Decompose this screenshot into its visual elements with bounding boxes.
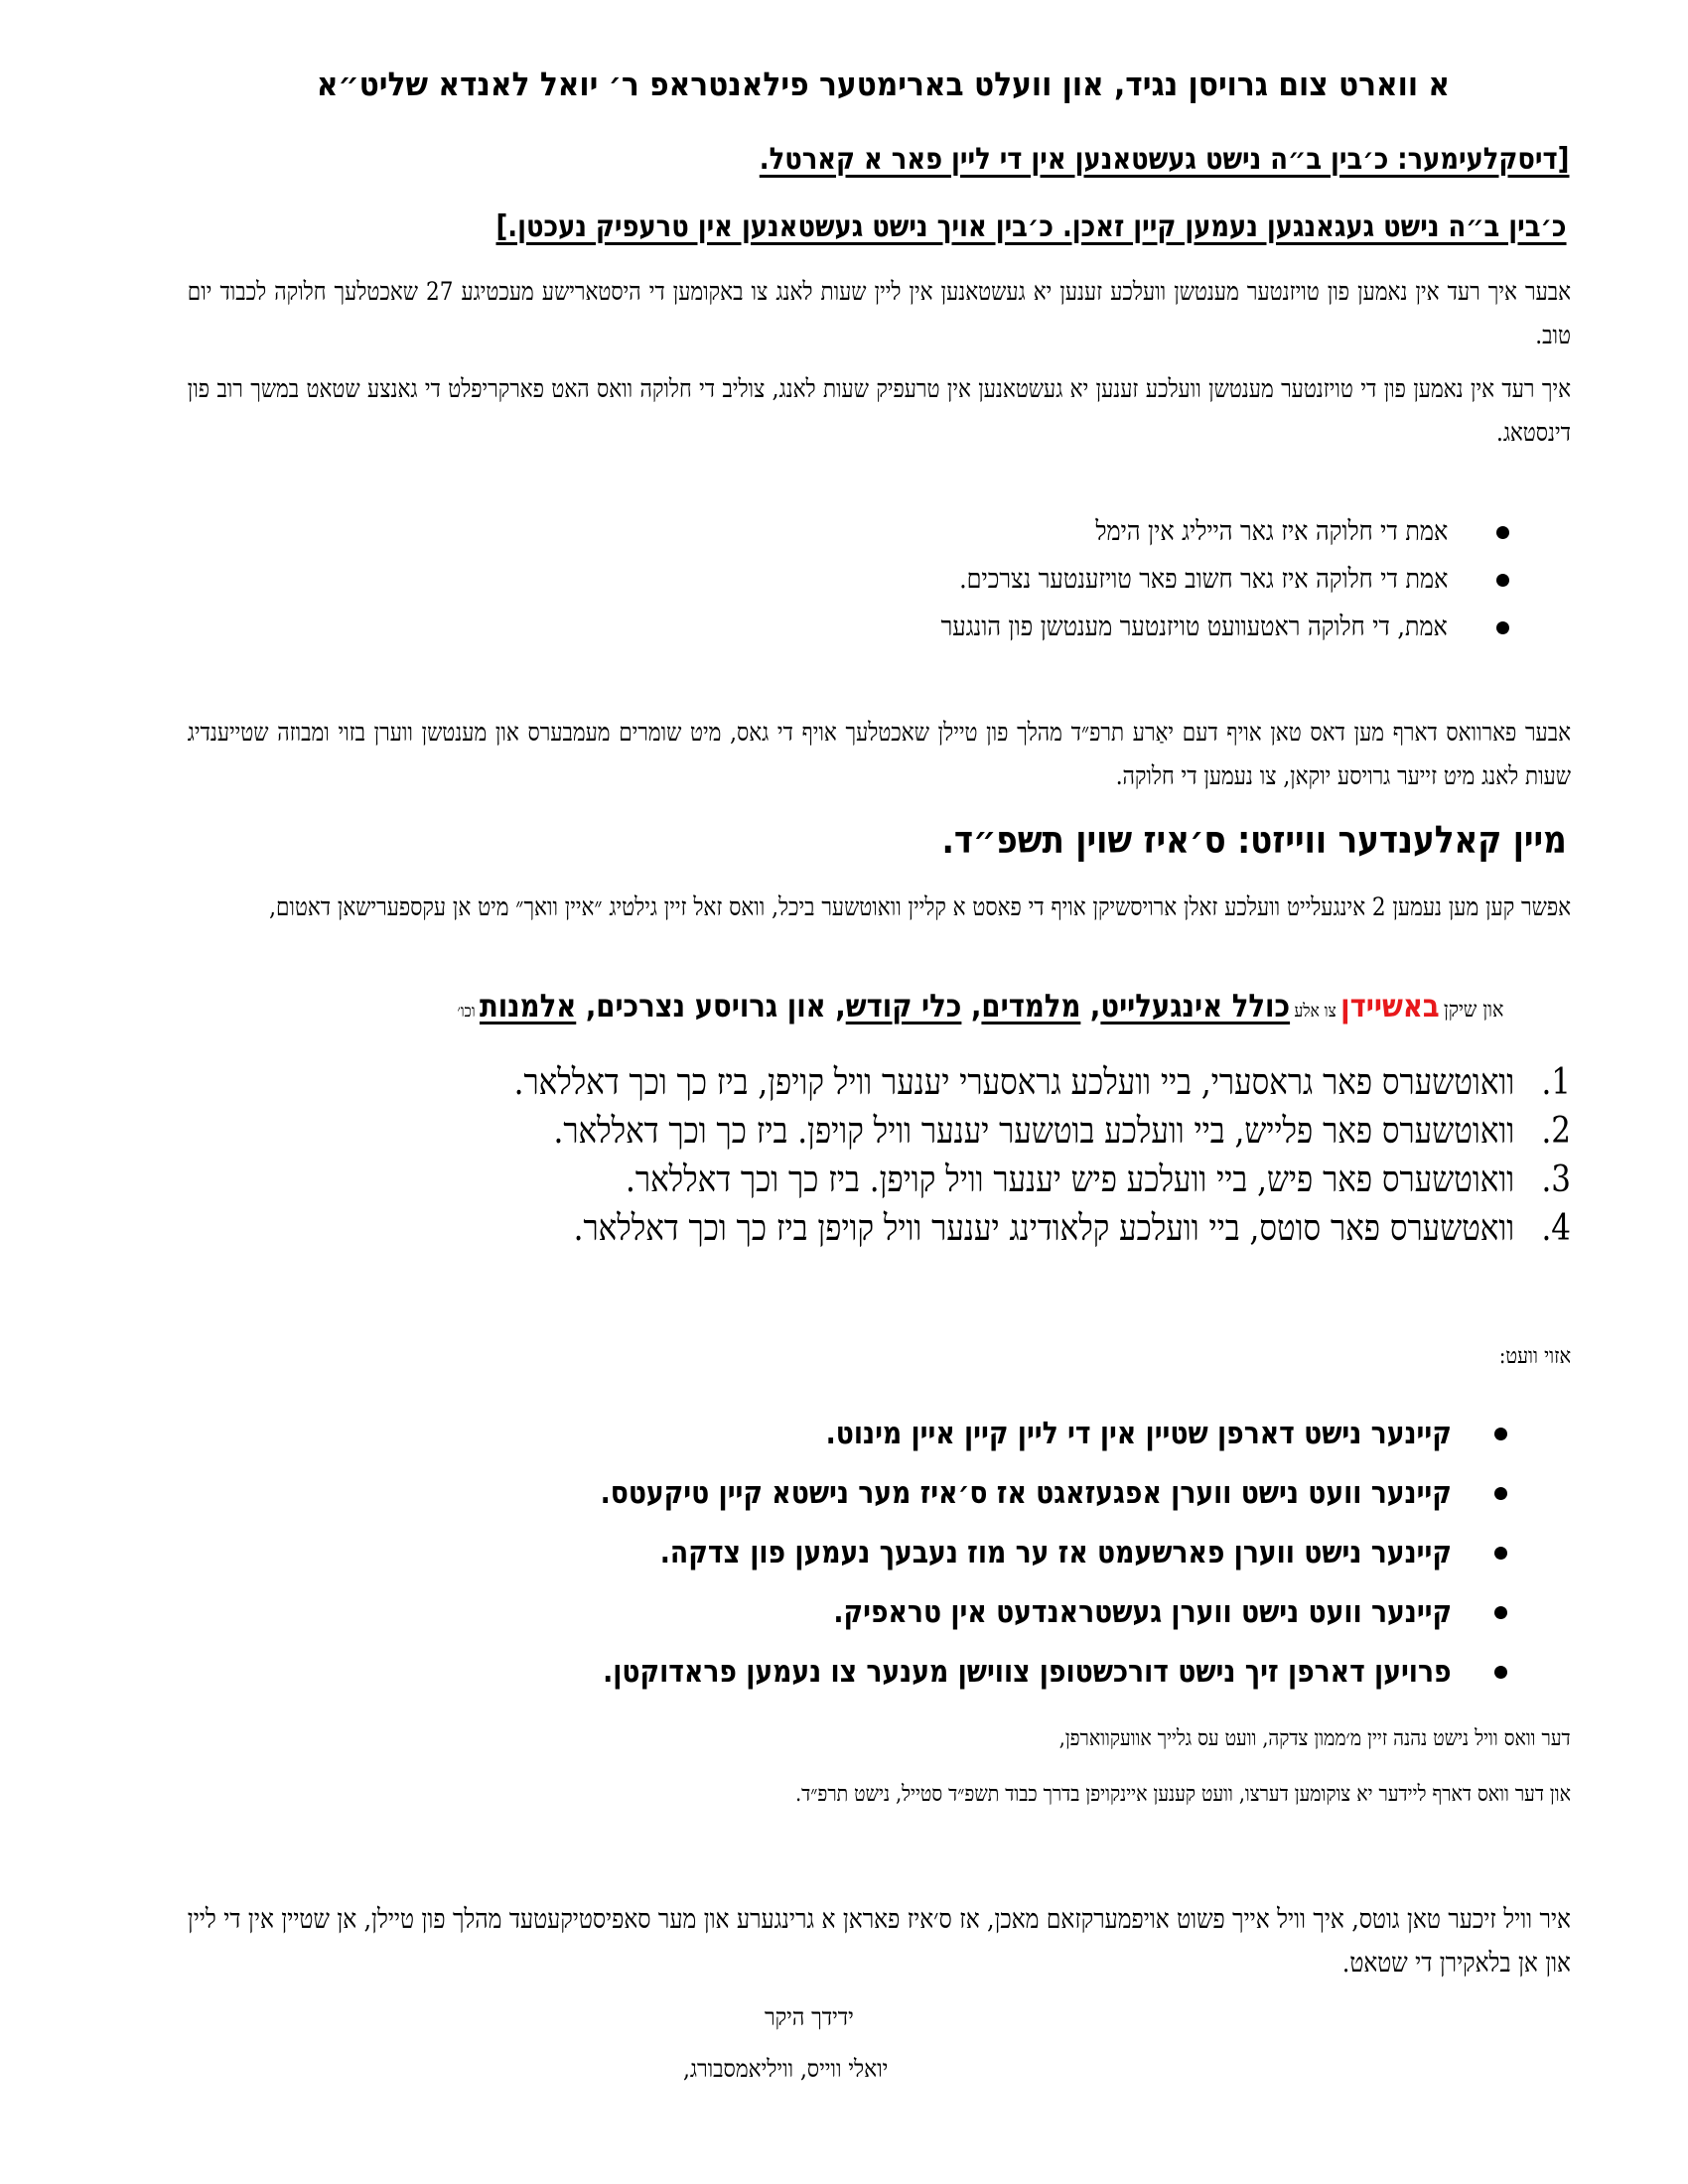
list-item: 4.וואטשערס פאר סוטס, ביי וועלכע קלאודינג יענער וויל קויפן ביז כך וכך דאללאר.	[573, 1208, 1571, 1249]
bullet-list-truths	[417, 508, 1509, 651]
bullet-icon	[1496, 526, 1509, 539]
paragraph-7: איר וויל זיכער טאן גוטס, איך וויל אייך פשוט אויפמערקזאם מאכן, אז ס׳איז פאראן א גרינגערע און מער סאפיסטיקעטעד מהלך פון טיילן, אן שטיין אין די ליין און אן בלאקירן די שטאט.	[187, 1904, 1571, 1979]
send-connector: צו אלע	[1294, 1001, 1336, 1022]
list-item: קיינער נישט ווערן פארשעמט אז ער מוז נעבעך נעמען פון צדקה.	[216, 1523, 1507, 1582]
bullet-icon	[1496, 621, 1509, 634]
voucher-list	[81, 1058, 1571, 1253]
list-item: אמת די חלוקה איז גאר חשוב פאר טויזענטער נצרכים.	[417, 556, 1509, 604]
paragraph-4: אפשר קען מען נעמען 2 אינגעלייט וועלכע זאלן ארויסשיקן אויף די פאסט א קליין וואוטשער ביכל, וואס זאל זיין גילטיג ״איין וואך״ מיט אן עקספערישאן דאטום,	[269, 892, 1571, 921]
list-item: קיינער וועט נישט ווערן אפגעזאגט אז ס׳איז מער נישטא קיין טיקעטס.	[216, 1463, 1507, 1523]
list-item: אמת, די חלוקה ראטעוועט טויזנטער מענטשן פון הונגער	[417, 604, 1509, 651]
bullet-icon	[1494, 1547, 1507, 1560]
highlight-word: באשיידן	[1339, 987, 1440, 1024]
send-prefix: און שיקן	[1443, 998, 1503, 1023]
bullet-list-benefits	[216, 1404, 1507, 1702]
document-title: א ווארט צום גרויסן נגיד, און וועלט בארימטער פילאנטראפ ר׳ יואל לאנדא שליט״א	[316, 65, 1450, 103]
disclaimer-line-2: כ׳בין ב״ה נישט געגאנגען נעמען קיין זאכן. כ׳בין אויך נישט געשטאנען אין טרעפיק נעכטן.]	[495, 209, 1567, 244]
paragraph-2: איך רעד אין נאמען פון די טויזנטער מענטשן וועלכע זענען יא געשטאנען אין טרעפיק שעות לאנג, צוליב די חלוקה וואס האט פארקריפלט די גאנצע שטאט במשך רוב פון דינסטאג.	[187, 374, 1571, 447]
send-recipients-line	[457, 987, 1503, 1024]
paragraph-5: דער וואס וויל נישט נהנה זיין מ׳ממון צדקה, וועט עס גלייך אוועקווארפן,	[1059, 1726, 1571, 1751]
recipient-nitzrachim: , און גרויסע נצרכים,	[575, 987, 846, 1024]
list-item: אמת די חלוקה איז גאר הייליג אין הימל	[417, 508, 1509, 556]
paragraph-3: אבער פארוואס דארף מען דאס טאן אויף דעם יאַרע תרפ״ד מהלך פון טיילן שאכטלעך אויף די גאס, מיט שומרים מעמבערס און מענטשן ווערן בזוי ומבוזה שטייענדיג שעות לאנג מיט זייער גרויסע יוקאן, צו נעמען די חלוקה.	[187, 718, 1571, 790]
bullet-icon	[1494, 1428, 1507, 1440]
list-item: 2.וואוטשערס פאר פלייש, ביי וועלכע בוטשער יענער וויל קויפן. ביז כך וכך דאללאר.	[553, 1111, 1571, 1152]
separator: ,	[961, 987, 982, 1024]
recipient-klei-kodesh: כלי קודש	[845, 987, 962, 1024]
recipient-kollel: כולל אינגעלייט	[1100, 987, 1290, 1024]
bullet-icon	[1494, 1606, 1507, 1619]
disclaimer-line-1: [דיסקלעימער: כ׳בין ב״ה נישט געשטאנען אין די ליין פאר א קארטל.	[759, 142, 1569, 177]
bullet-icon	[1496, 574, 1509, 587]
bullet-icon	[1494, 1666, 1507, 1679]
list-item: פרויען דארפן זיך נישט דורכשטופן צווישן מענער צו נעמען פראדוקטן.	[216, 1642, 1507, 1702]
send-suffix: וכו׳	[457, 1002, 476, 1022]
bullet-icon	[1494, 1487, 1507, 1500]
list-item: 1.וואוטשערס פאר גראסערי, ביי וועלכע גראסערי יענער וויל קויפן, ביז כך וכך דאללאר.	[513, 1062, 1571, 1103]
section-heading: מיין קאלענדער ווייזט: ס׳איז שוין תשפ״ד.	[941, 818, 1567, 862]
recipient-melamdim: מלמדים	[981, 987, 1080, 1024]
signature-closing: ידידך היקר	[765, 2003, 854, 2031]
azoy-label: אזוי וועט:	[1498, 1344, 1571, 1369]
signature-name: יואלי ווייס, וויליאמסבורג,	[683, 2055, 889, 2083]
separator: ,	[1079, 987, 1101, 1024]
list-item: קיינער נישט דארפן שטיין אין די ליין קיין איין מינוט.	[216, 1404, 1507, 1463]
recipient-almanos: אלמנות	[479, 987, 576, 1024]
list-item: 3.וואוטשערס פאר פיש, ביי וועלכע פיש יענער וויל קויפן. ביז כך וכך דאללאר.	[626, 1160, 1571, 1200]
list-item: קיינער וועט נישט ווערן געשטראנדעט אין טראפיק.	[216, 1582, 1507, 1642]
paragraph-1: אבער איך רעד אין נאמען פון טויזנטער מענטשן וועלכע זענען יא געשטאנען אין ליין שעות לאנג צו באקומען די היסטארישע מעכטיגע 27 שאכטלעך חלוקה לכבוד יום טוב.	[187, 277, 1572, 349]
paragraph-6: און דער וואס דארף ליידער יא צוקומען דערצו, וועט קענען איינקויפן בדרך כבוד תשפ״ד סטייל, נישט תרפ״ד.	[795, 1782, 1571, 1807]
